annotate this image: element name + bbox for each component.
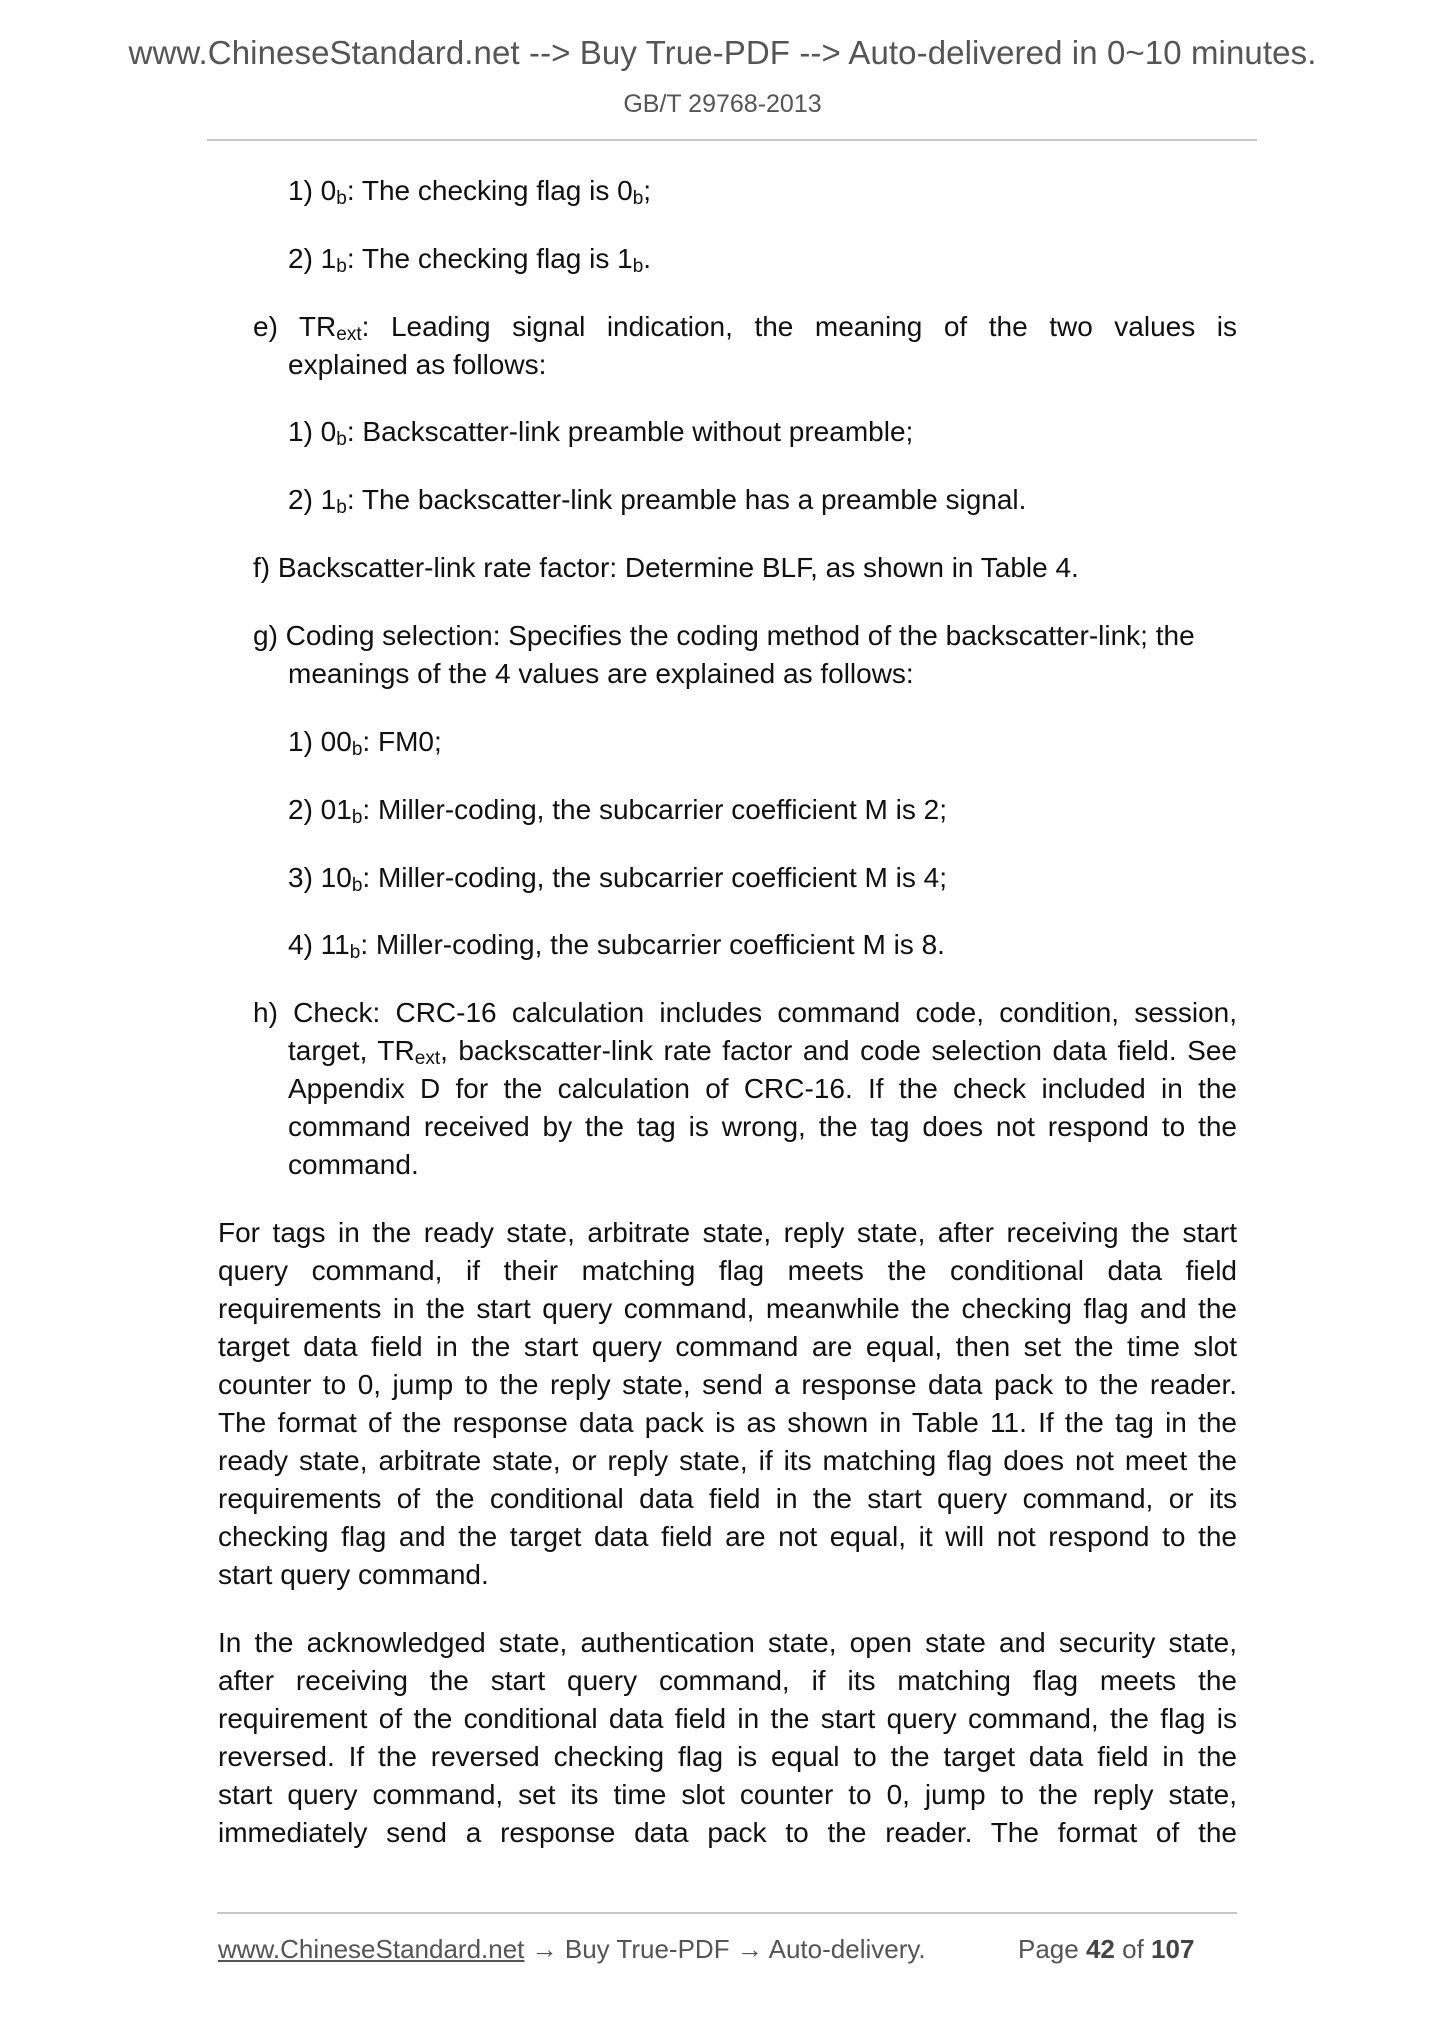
list-item-g: g) Coding selection: Specifies the coding method of the backscatter-link; the	[253, 620, 1195, 651]
list-item: 1) 00b: FM0;	[288, 726, 442, 760]
list-item: 1) 0b: The checking flag is 0b;	[288, 175, 652, 209]
paragraph-line: counter to 0, jump to the reply state, send a response data pack to the reader.	[218, 1369, 1237, 1400]
list-item: 2) 1b: The backscatter-link preamble has a preamble signal.	[288, 484, 1027, 518]
paragraph-line: requirement of the conditional data field in the start query command, the flag is	[218, 1703, 1237, 1734]
paragraph-line: checking flag and the target data field are not equal, it will not respond to the	[218, 1521, 1237, 1552]
site-link[interactable]: www.ChineseStandard.net	[218, 1934, 525, 1964]
paragraph-line: target data field in the start query command are equal, then set the time slot	[218, 1331, 1237, 1362]
page-indicator: Page 42 of 107	[1018, 1934, 1195, 1964]
header-divider	[207, 139, 1257, 141]
list-item-h-cont: command.	[288, 1149, 419, 1180]
paragraph-line: reversed. If the reversed checking flag is equal to the target data field in the	[218, 1741, 1237, 1772]
list-item: 2) 01b: Miller-coding, the subcarrier coefficient M is 2;	[288, 794, 948, 828]
footer-promo	[218, 1934, 926, 1965]
paragraph-line: requirements of the conditional data field in the start query command, or its	[218, 1483, 1237, 1514]
footer-divider	[217, 1912, 1237, 1914]
buy-label: Buy True-PDF	[564, 1934, 730, 1964]
paragraph-line: query command, if their matching flag meets the conditional data field	[218, 1255, 1237, 1286]
list-item: 1) 0b: Backscatter-link preamble without preamble;	[288, 416, 914, 450]
paragraph-line: For tags in the ready state, arbitrate state, reply state, after receiving the start	[218, 1217, 1237, 1248]
standard-id: GB/T 29768-2013	[623, 90, 822, 118]
paragraph-line: requirements in the start query command, meanwhile the checking flag and the	[218, 1293, 1237, 1324]
list-item: 2) 1b: The checking flag is 1b.	[288, 243, 652, 277]
paragraph-line: In the acknowledged state, authentication state, open state and security state,	[218, 1627, 1237, 1658]
paragraph-line: start query command, set its time slot counter to 0, jump to the reply state,	[218, 1779, 1237, 1810]
list-item-e-cont: explained as follows:	[288, 349, 547, 380]
list-item: 4) 11b: Miller-coding, the subcarrier coefficient M is 8.	[288, 929, 945, 963]
list-item-e: e) TRext: Leading signal indication, the meaning of the two values is	[253, 311, 1237, 345]
auto-delivery-label: Auto-delivery.	[768, 1934, 926, 1964]
list-item-h-cont: command received by the tag is wrong, the tag does not respond to the	[288, 1111, 1237, 1142]
page-number: 42	[1085, 1934, 1115, 1964]
list-item: 3) 10b: Miller-coding, the subcarrier coefficient M is 4;	[288, 862, 948, 896]
paragraph-line: start query command.	[218, 1559, 489, 1590]
paragraph-line: after receiving the start query command, if its matching flag meets the	[218, 1665, 1237, 1696]
arrow-right-icon: →	[736, 1934, 763, 1964]
total-pages: 107	[1151, 1934, 1195, 1964]
list-item-h: h) Check: CRC-16 calculation includes command code, condition, session,	[253, 997, 1237, 1028]
list-item-h-cont: Appendix D for the calculation of CRC-16. If the check included in the	[288, 1073, 1237, 1104]
site-banner: www.ChineseStandard.net --> Buy True-PDF --> Auto-delivered in 0~10 minutes.	[128, 34, 1317, 71]
list-item-g-cont: meanings of the 4 values are explained as follows:	[288, 658, 914, 689]
list-item-h-cont: target, TRext, backscatter-link rate factor and code selection data field. See	[288, 1035, 1237, 1069]
arrow-right-icon: →	[531, 1934, 558, 1964]
list-item-f: f) Backscatter-link rate factor: Determine BLF, as shown in Table 4.	[253, 552, 1079, 583]
paragraph-line: immediately send a response data pack to the reader. The format of the	[218, 1817, 1237, 1848]
paragraph-line: ready state, arbitrate state, or reply state, if its matching flag does not meet the	[218, 1445, 1237, 1476]
paragraph-line: The format of the response data pack is as shown in Table 11. If the tag in the	[218, 1407, 1237, 1438]
